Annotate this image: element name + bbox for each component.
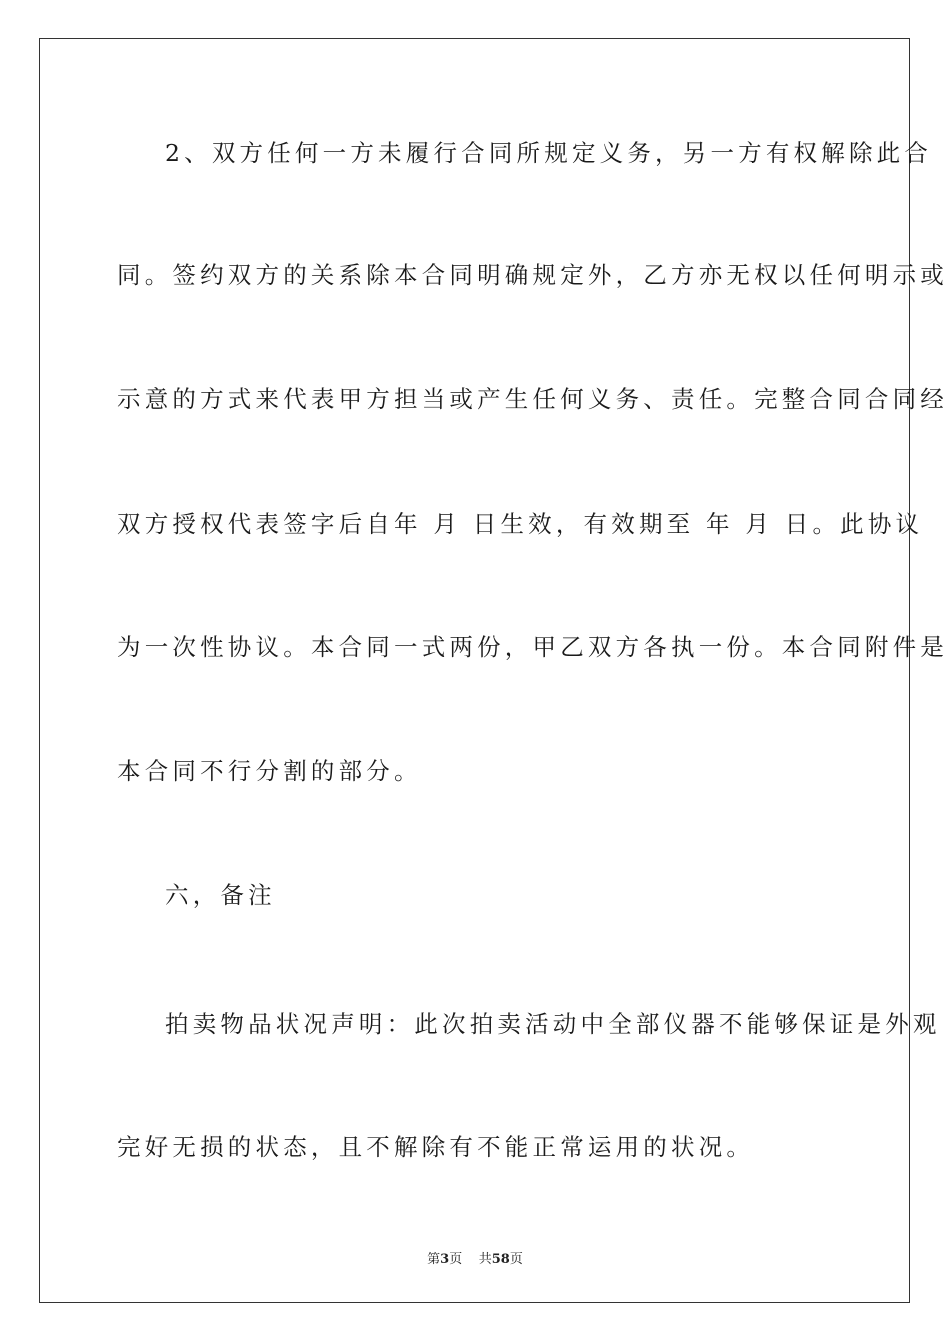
footer-page-suffix: 页: [449, 1252, 463, 1267]
paragraph-line-1: 2、双方任何一方未履行合同所规定义务，另一方有权解除此合: [165, 139, 933, 167]
paragraph-line-2: 同。签约双方的关系除本合同明确规定外，乙方亦无权以任何明示或: [117, 261, 948, 289]
footer-page-number: 3: [440, 1252, 450, 1267]
paragraph-line-9: 完好无损的状态，且不解除有不能正常运用的状况。: [117, 1133, 755, 1161]
page-border: [39, 38, 948, 1303]
paragraph-line-3: 示意的方式来代表甲方担当或产生任何义务、责任。完整合同合同经: [117, 385, 948, 413]
paragraph-line-6: 本合同不行分割的部分。: [117, 757, 422, 785]
footer-page-prefix: 第: [427, 1252, 441, 1267]
page-footer: [0, 1248, 950, 1267]
paragraph-line-8: 拍卖物品状况声明：此次拍卖活动中全部仪器不能够保证是外观: [165, 1010, 941, 1038]
footer-total-pages: 58: [491, 1252, 510, 1267]
paragraph-line-4: 双方授权代表签字后自年 月 日生效，有效期至 年 月 日。此协议: [117, 510, 924, 538]
footer-total-suffix: 页: [509, 1252, 523, 1267]
paragraph-line-5: 为一次性协议。本合同一式两份，甲乙双方各执一份。本合同附件是: [117, 633, 948, 661]
footer-total-prefix: 共: [478, 1252, 492, 1267]
section-heading-remarks: 六，备注: [165, 881, 276, 909]
